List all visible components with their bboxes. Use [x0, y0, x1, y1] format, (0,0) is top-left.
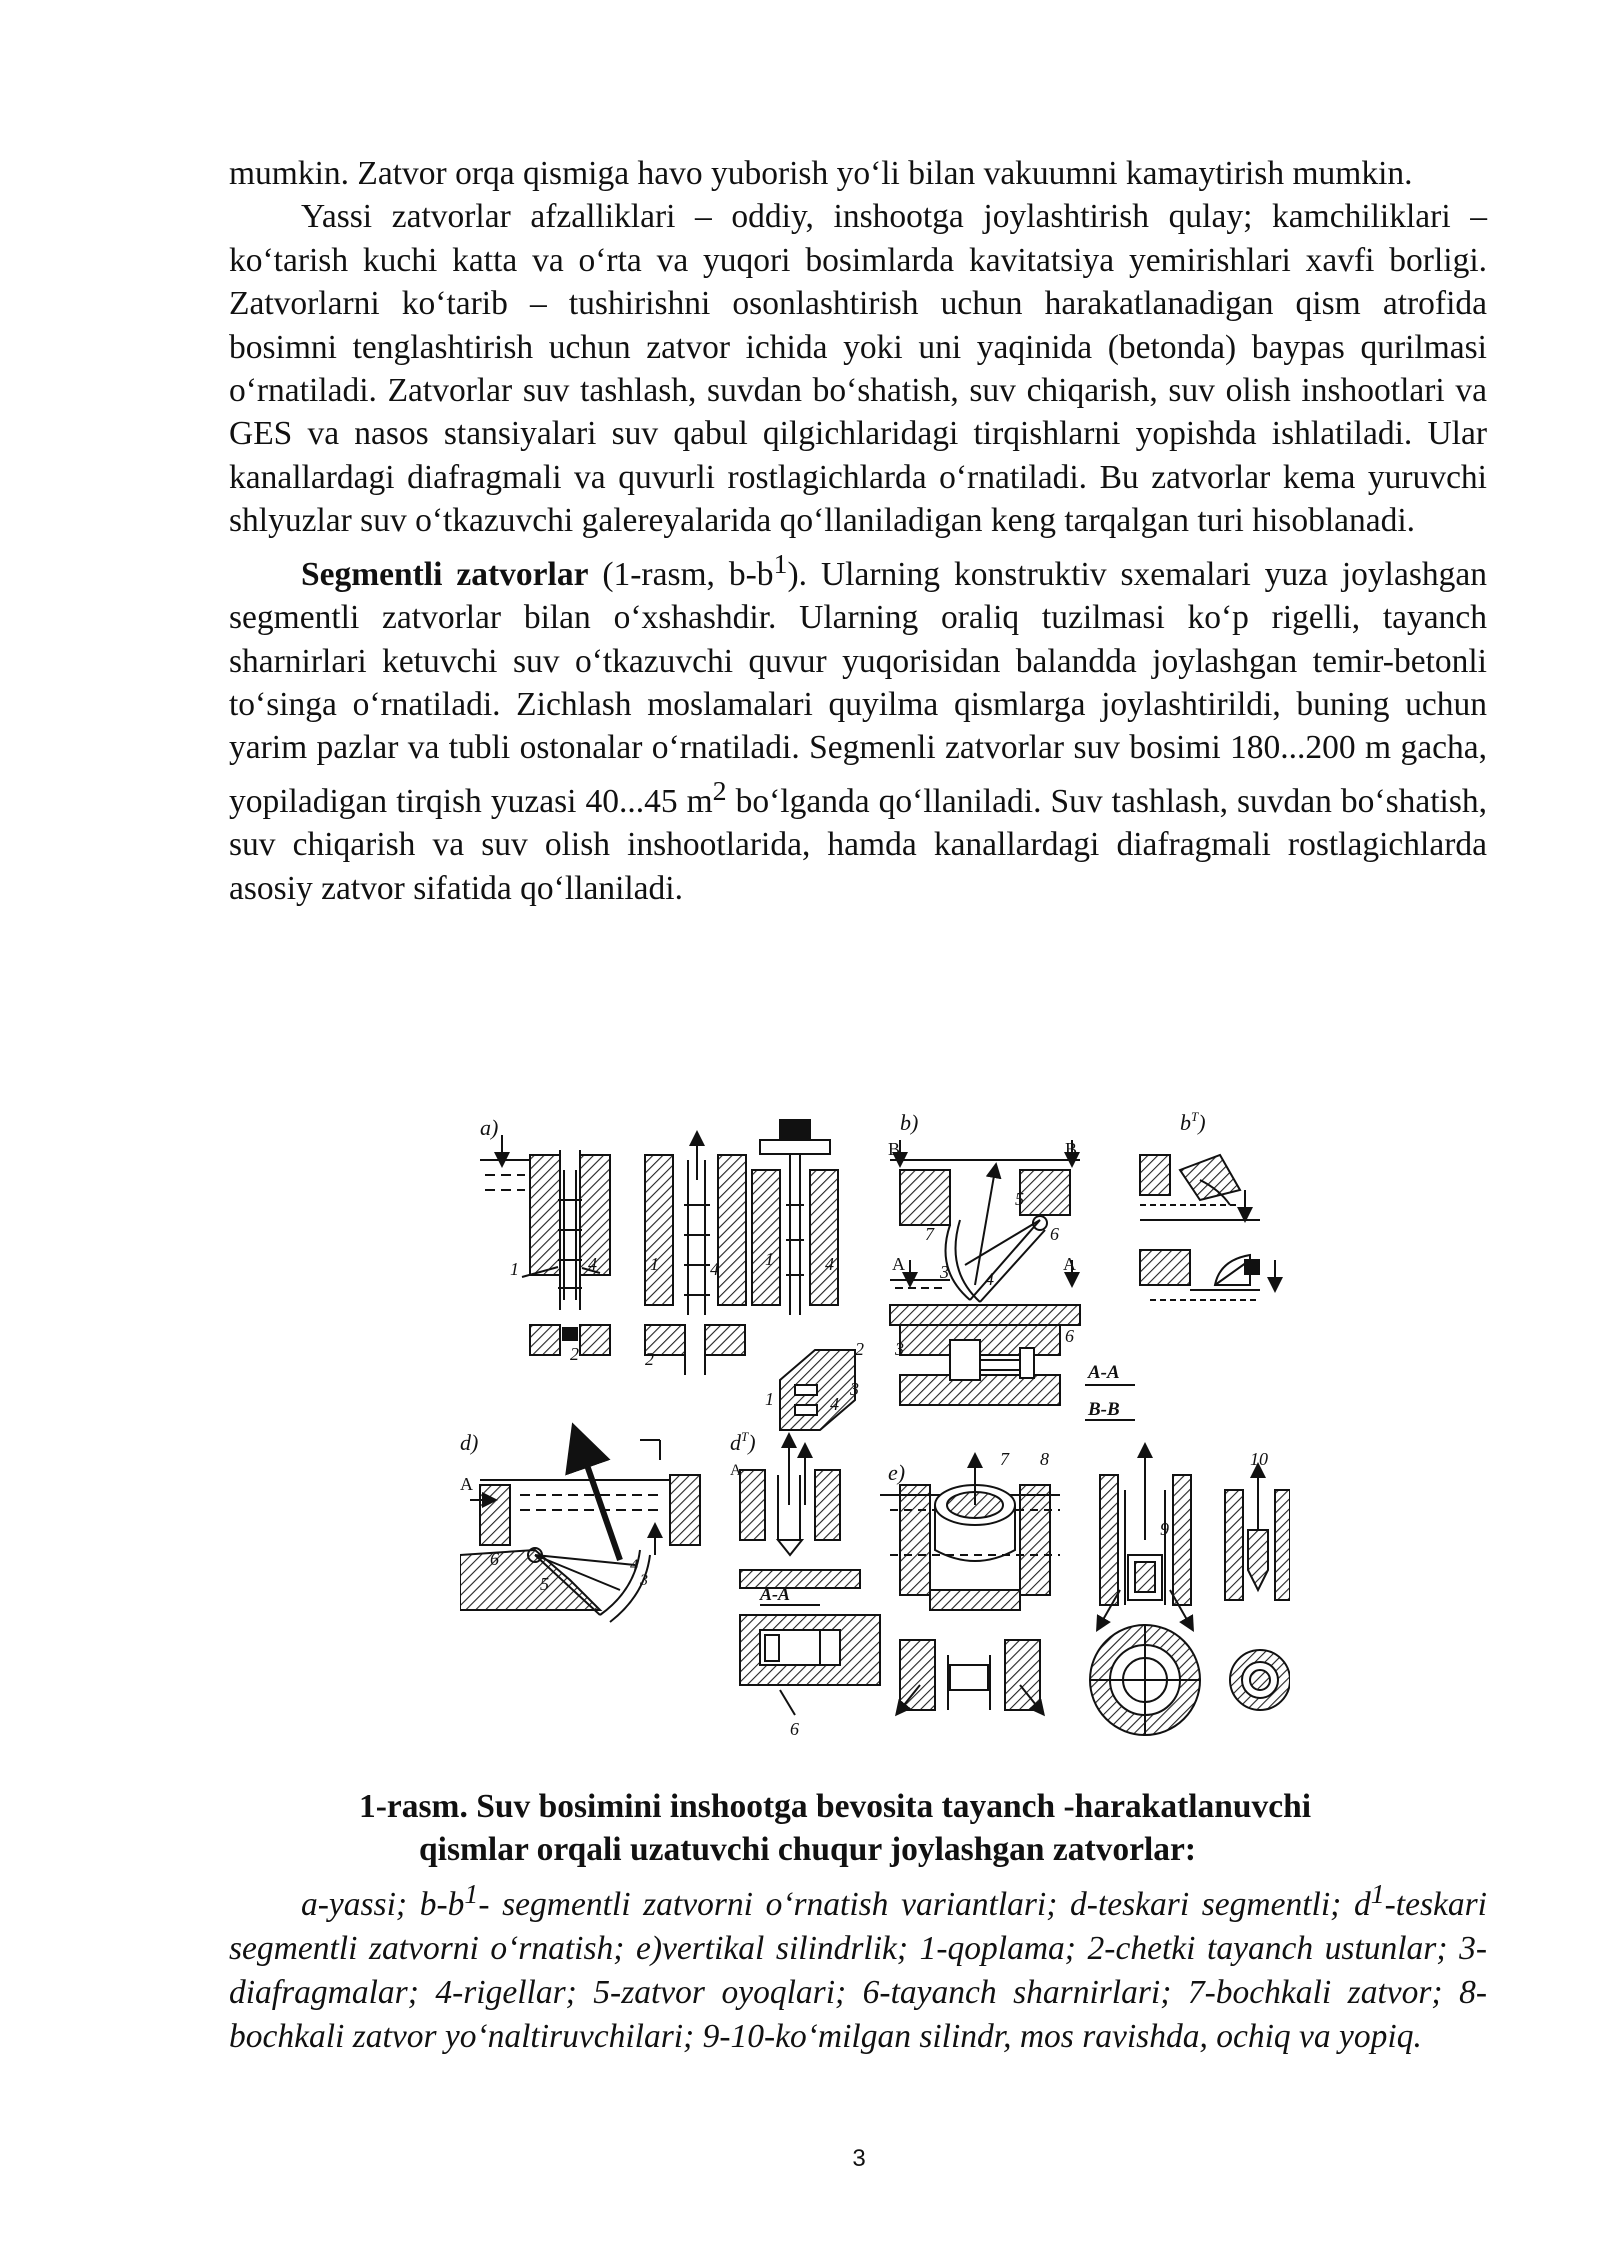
svg-text:4: 4 [985, 1269, 994, 1289]
panel-d-reverse-segment [460, 1440, 700, 1622]
svg-text:1: 1 [510, 1259, 519, 1279]
paragraph-1: mumkin. Zatvor orqa qismiga havo yuborish yo‘li bilan vakuumni kamaytirish mumkin. [229, 155, 1413, 192]
svg-text:6: 6 [790, 1719, 799, 1739]
svg-text:5: 5 [540, 1574, 549, 1594]
paragraph-3: Segmentli zatvorlar (1-rasm, $b-b^1$). Ularning konstruktiv sxemalari yuza joylashgan segmentli zatvorlar bilan o‘xshashdir. Ularning oraliq tuzilmasi ko‘p rigelli, tayanch sharnirlari ketuvchi suv o‘tkazuvchi quvur yuqorisidan balandda joylashgan temir-betonli to‘singa o‘rnatiladi. Zichlash moslamalari quyilma qismlarga joylashtirildi, buning uchun yarim pazlar va tubli ostonalar o‘rnatiladi. Segmenli zatvorlar suv bosimi 180...200 m gacha, yopiladigan tirqish yuzasi 40...45 $m^2$ bo‘lganda qo‘llaniladi. Suv tashlash, suvdan bo‘shatish, suv chiqarish va suv olish inshootlarida, hamda kanallardagi diafragmali rostlagichlarda asosiy zatvor sifatida qo‘llaniladi. [229, 548, 1487, 907]
label-a: a) [480, 1115, 499, 1140]
label-dT: $d^T$) [730, 1429, 756, 1455]
label-section-AA: A-A [1088, 1362, 1120, 1383]
svg-text:3: 3 [895, 1339, 904, 1359]
svg-text:4: 4 [588, 1254, 597, 1274]
body-text [229, 152, 1487, 910]
svg-text:B: B [888, 1139, 901, 1159]
svg-text:3: 3 [640, 1572, 648, 1589]
svg-text:7: 7 [925, 1224, 934, 1244]
svg-text:4: 4 [825, 1254, 834, 1274]
label-d: d) [460, 1430, 479, 1455]
svg-text:9: 9 [1160, 1519, 1169, 1539]
label-section-BB: B-B [1088, 1399, 1120, 1420]
section-term: Segmentli zatvorlar [301, 555, 589, 593]
panel-e-cylinder-gates [880, 1450, 1290, 1735]
svg-text:3: 3 [940, 1262, 949, 1282]
svg-text:A: A [460, 1474, 473, 1494]
svg-text:A: A [1063, 1254, 1076, 1274]
svg-text:4: 4 [630, 1557, 638, 1574]
svg-text:1: 1 [765, 1249, 774, 1269]
svg-text:10: 10 [1250, 1449, 1268, 1469]
label-bT: $b^T$) [1180, 1110, 1206, 1135]
svg-text:1: 1 [765, 1389, 774, 1409]
svg-text:B: B [1065, 1139, 1078, 1159]
label-b: b) [900, 1110, 919, 1135]
figure-caption-legend: a-yassi; $b-b^1-$ segmentli zatvorni o‘rnatish variantlari; d-teskari segmentli; $d^1$-teskari segmentli zatvorni o‘rnatish; e)vertikal silindrlik; 1-qoplama; 2-chetki tayanch ustunlar; 3-diafragmalar; 4-rigellar; 5-zatvor oyoqlari; 6-tayanch sharnirlari; 7-bochkali zatvor; 8-bochkali zatvor yo‘naltiruvchilari; 9-10-ko‘milgan silindr, mos ravishda, ochiq va yopiq. [229, 1879, 1487, 2056]
label-e: e) [888, 1460, 906, 1485]
svg-text:2: 2 [855, 1339, 864, 1359]
svg-text:A: A [892, 1254, 905, 1274]
svg-text:6: 6 [490, 1549, 499, 1569]
svg-text:4: 4 [830, 1394, 839, 1414]
svg-text:A-A: A-A [760, 1584, 791, 1604]
svg-text:2: 2 [645, 1349, 654, 1369]
svg-text:4: 4 [710, 1259, 719, 1279]
figure-caption-title: 1-rasm. Suv bosimini inshootga bevosita tayanch -harakatlanuvchi qismlar orqali uzatuvchi chuqur joylashgan zatvorlar: [359, 1788, 1312, 1868]
svg-text:A: A [730, 1462, 742, 1479]
page-number: 3 [852, 2145, 866, 2172]
svg-text:2: 2 [570, 1344, 579, 1364]
svg-text:3: 3 [850, 1379, 859, 1399]
gates-figure [460, 1110, 1290, 1740]
svg-text:1: 1 [650, 1254, 659, 1274]
svg-text:6: 6 [1065, 1326, 1074, 1346]
svg-text:8: 8 [1040, 1449, 1049, 1469]
svg-text:6: 6 [1050, 1224, 1059, 1244]
paragraph-2: Yassi zatvorlar afzalliklari – oddiy, inshootga joylashtirish qulay; kamchiliklari – ko‘tarish kuchi katta va o‘rta va yuqori bosimlarda kavitatsiya yemirishlari xavfi borligi. Zatvorlarni ko‘tarib – tushirishni osonlashtirish uchun harakatlanadigan qism atrofida bosimni tenglashtirish uchun zatvor ichida yoki uni yaqinida (betonda) baypas qurilmasi o‘rnatiladi. Zatvorlar suv tashlash, suvdan bo‘shatish, suv chiqarish, suv olish inshootlari va GES va nasos stansiyalari suv qabul qilgichlaridagi tirqishlarni yopishda ishlatiladi. Ular kanallardagi diafragmali va quvurli rostlagichlarda o‘rnatiladi. Bu zatvorlar kema yuruvchi shlyuzlar suv o‘tkazuvchi galereyalarida qo‘llaniladigan keng tarqalgan turi hisoblanadi. [229, 198, 1487, 540]
panel-bT-segment-variant [1140, 1155, 1275, 1300]
svg-text:5: 5 [1015, 1189, 1024, 1209]
panel-dT-reverse-segment-variant [740, 1440, 880, 1715]
svg-text:7: 7 [1000, 1449, 1009, 1469]
panel-a-flat-gates [480, 1120, 855, 1430]
